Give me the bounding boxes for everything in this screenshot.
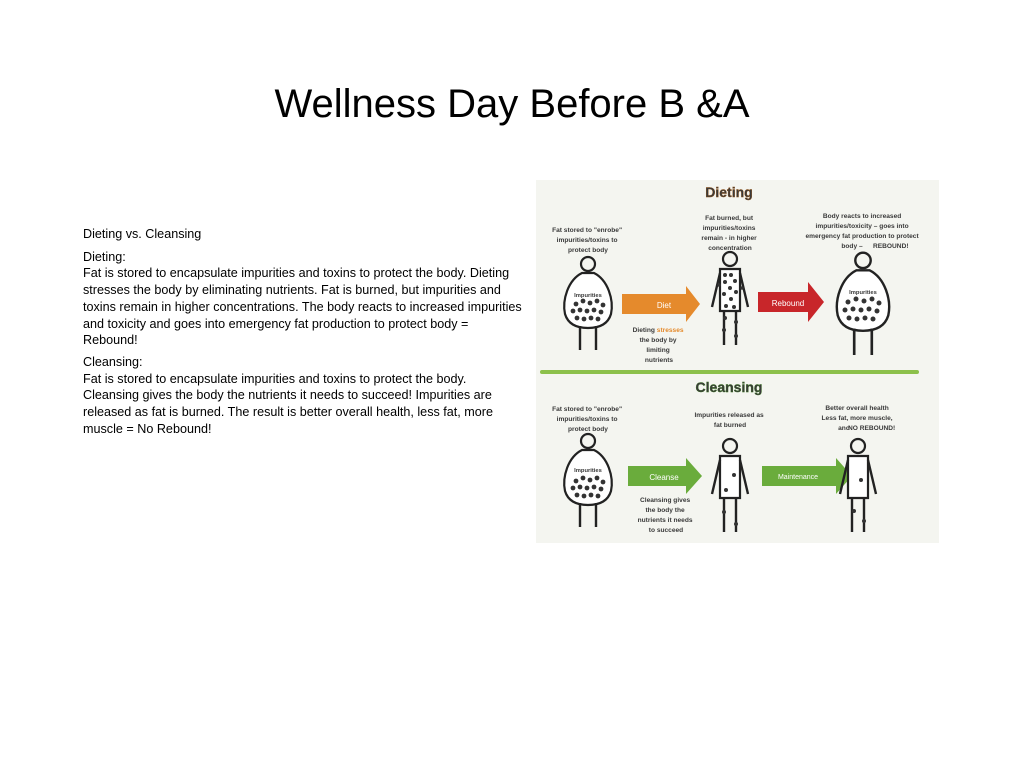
dieting-vs-cleansing-diagram <box>536 180 939 543</box>
dieting-heading: Dieting: <box>83 249 126 264</box>
cleanse-arrow-label: Cleanse <box>649 473 679 482</box>
dieting-caption-stored: Fat stored to "enrobe" impurities/toxins to protect body <box>552 227 623 254</box>
section-divider <box>540 370 919 374</box>
cleansing-paragraph <box>83 354 523 438</box>
cleansing-caption-better: Better overall health Less fat, more muscle, and <box>821 405 893 432</box>
dieting-rebound-emph: REBOUND! <box>873 243 909 250</box>
body-text <box>83 226 523 442</box>
lead-text: Dieting vs. Cleansing <box>83 227 202 241</box>
dieting-text: Fat is stored to encapsulate impurities and toxins to protect the body. Dieting stresses the body by eliminating nutrients. Fat is burned, but impurities and toxins remain in higher concentrations. The body reacts to increased impurities and toxicity and goes into emergency fat production to protect body = Rebound! <box>83 266 522 348</box>
healthy-body-figure <box>840 439 876 532</box>
impurities-label: Impurities <box>574 293 602 299</box>
rebound-arrow-label: Rebound <box>771 299 805 308</box>
dieting-header: Dieting <box>705 184 753 200</box>
dieting-caption-reacts: Body reacts to increased impurities/toxicity – goes into emergency fat production to protect body – <box>805 213 919 250</box>
slide-title: Wellness Day Before B &A <box>274 82 750 126</box>
cleansing-caption-released: Impurities released as fat burned <box>694 412 764 429</box>
no-rebound-emph: NO REBOUND! <box>848 425 896 432</box>
cleansing-note: Cleansing gives the body the nutrients it needs to succeed <box>637 497 693 534</box>
cleansing-header: Cleansing <box>695 379 763 395</box>
cleanse-slim-body-figure <box>712 439 748 532</box>
impurities-label-rebound: Impurities <box>849 290 877 296</box>
cleansing-heading: Cleansing: <box>83 354 143 369</box>
cleansing-text: Fat is stored to encapsulate impurities and toxins to protect the body. Cleansing gives the body the nutrients it needs to succeed! Impurities are released as fat is burned. The result is better overall health, less fat, more muscle = No Rebound! <box>83 371 493 436</box>
dieting-stress-note: Dieting stresses the body by limiting nutrients <box>632 327 684 364</box>
maintenance-arrow-label: Maintenance <box>777 474 819 481</box>
dieting-caption-burned: Fat burned, but impurities/toxins remain - in higher concentration <box>701 215 757 252</box>
diet-arrow-label: Diet <box>656 301 672 310</box>
cleansing-caption-stored: Fat stored to "enrobe" impurities/toxins to protect body <box>552 406 623 433</box>
impurities-label-cleanse: Impurities <box>574 468 602 474</box>
dieting-paragraph <box>83 249 523 349</box>
